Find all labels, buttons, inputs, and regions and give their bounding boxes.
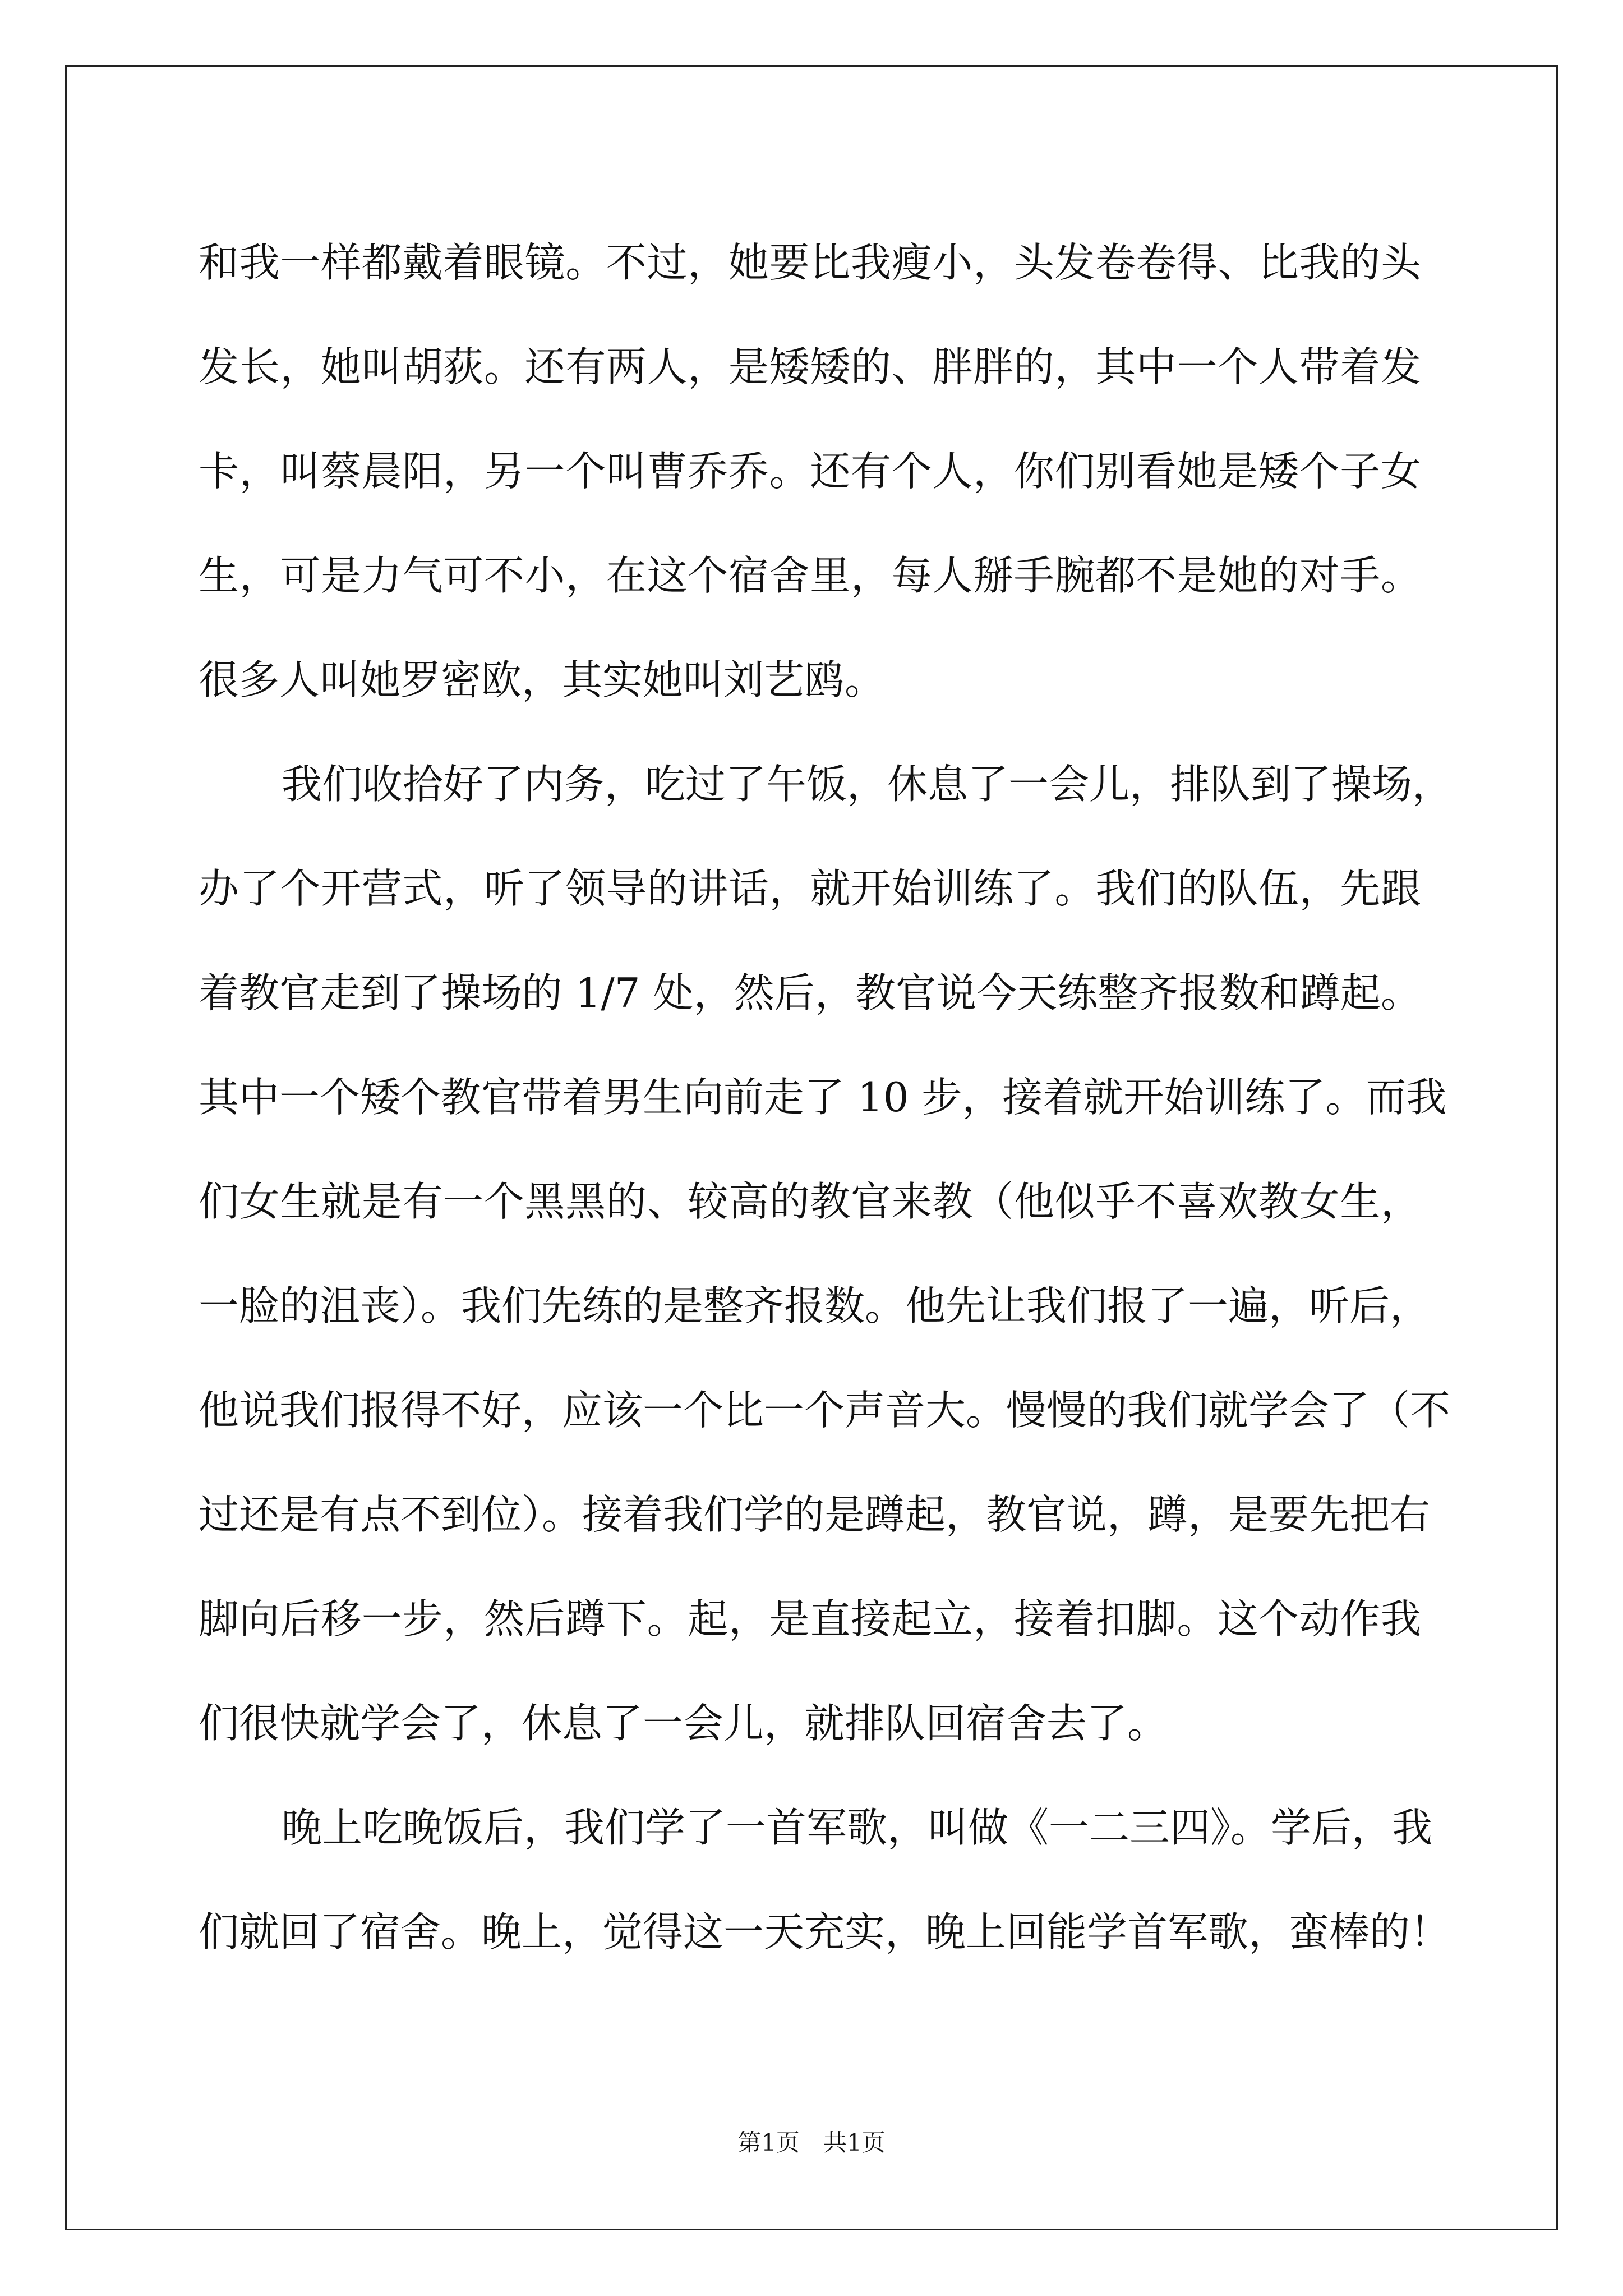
text-line: 和我一样都戴着眼镜。不过，她要比我瘦小，头发卷卷得、比我的头 xyxy=(199,239,1421,286)
page-total: 共1页 xyxy=(823,2129,886,2156)
text-line: 们女生就是有一个黑黑的、较高的教官来教（他似乎不喜欢教女生， xyxy=(199,1178,1421,1225)
page-number: 第1页 xyxy=(737,2129,800,2156)
text-line: 们很快就学会了，休息了一会儿，就排队回宿舍去了。 xyxy=(199,1700,1168,1747)
text-line: 很多人叫她罗密欧，其实她叫刘艺鸥。 xyxy=(199,656,886,703)
text-line: 脚向后移一步，然后蹲下。起，是直接起立，接着扣脚。这个动作我 xyxy=(199,1595,1421,1642)
text-line: 我们收拾好了内务，吃过了午饭，休息了一会儿，排队到了操场， xyxy=(282,761,1453,808)
text-line: 卡，叫蔡晨阳，另一个叫曹乔乔。还有个人，你们别看她是矮个子女 xyxy=(199,448,1421,495)
text-line: 办了个开营式，听了领导的讲话，就开始训练了。我们的队伍，先跟 xyxy=(199,865,1421,912)
text-line: 着教官走到了操场的 1/7 处，然后，教官说今天练整齐报数和蹲起。 xyxy=(199,969,1421,1016)
text-line: 他说我们报得不好，应该一个比一个声音大。慢慢的我们就学会了（不 xyxy=(199,1387,1451,1434)
text-line: 生，可是力气可不小，在这个宿舍里，每人掰手腕都不是她的对手。 xyxy=(199,552,1421,599)
page-footer xyxy=(0,2126,1623,2160)
text-line: 过还是有点不到位）。接着我们学的是蹲起，教官说，蹲，是要先把右 xyxy=(199,1491,1431,1538)
text-line: 一脸的沮丧）。我们先练的是整齐报数。他先让我们报了一遍，听后， xyxy=(199,1282,1431,1329)
document-body xyxy=(199,210,1453,1984)
text-line: 们就回了宿舍。晚上，觉得这一天充实，晚上回能学首军歌，蛮棒的！ xyxy=(199,1908,1451,1955)
text-line: 其中一个矮个教官带着男生向前走了 10 步，接着就开始训练了。而我 xyxy=(199,1074,1447,1121)
text-line: 晚上吃晚饭后，我们学了一首军歌，叫做《一二三四》。学后，我 xyxy=(282,1804,1433,1851)
text-line: 发长，她叫胡荻。还有两人，是矮矮的、胖胖的，其中一个人带着发 xyxy=(199,343,1421,390)
